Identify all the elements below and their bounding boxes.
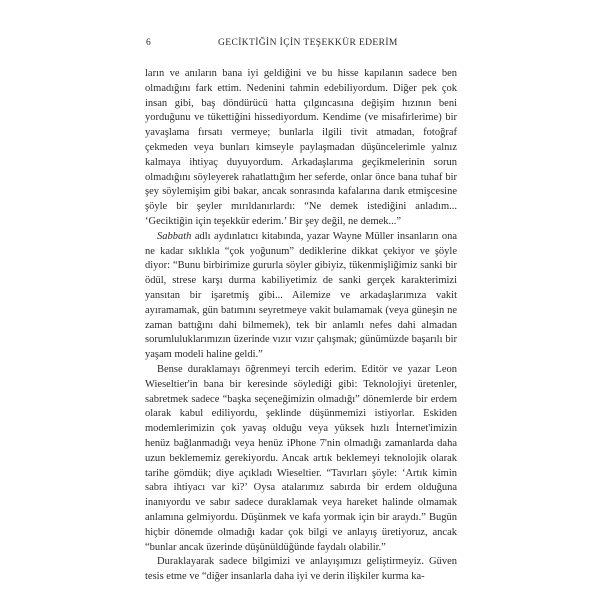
paragraph-2 (145, 230, 457, 363)
body-text (145, 67, 457, 585)
paragraph-2-text: adlı aydınlatıcı kitabında, yazar Wayne Müller insanların ona ne kadar sıklıkla “çok yoğunum” dediklerine dikkat çekiyor ve şöyle diyor: “Bunu birbirimize gururla söyler gibiyiz, tükenmişliğimiz sanki bir ödül, strese karşı durma kabiliyetimiz de sanki gerçek karakterimizi yansıtan bir işaretmiş gibi... Ailemize ve arkadaşlarımıza vakit ayıramamak, gün batımını seyretmeye vakit bulamamak (veya güneşin ne zaman battığını dahi bilmemek), tek bir anlamlı nefes dahi almadan sorumluluklarımızın üzerinde vızır vızır çalışmak; günümüzde başarılı bir yaşam modeli haline geldi.” (145, 230, 457, 361)
paragraph-1-text: ların ve anıların bana iyi geldiğini ve bu hisse kapılanın sadece ben olmadığını fark ettim. Nedenini tahmin edebiliyordum. Diğer pek çok insan gibi, baş döndürücü hatta çılgıncasına değişim hızının beni yorduğunu ve tükettiğini hissediyordum. Kendime (ve misafirlerime) bir yavaşlama fırsatı vermeye; bunlarla ilgili tivit atmadan, fotoğraf çekmeden veya bunları kimseyle paylaşmadan düşüncelerimle yalnız kalmaya ihtiyaç duyuyordum. Arkadaşlarıma geçikmelerinin sorun olmadığını söyleyerek rahatlattığım her seferde, onlar önce bana tuhaf bir şey söylemişim gibi bakar, ancak sonrasında kafalarına darık etmişcesine şöyle bir şeyler mırıldanırlardı: “Ne demek istediğini anladım... ‘Geciktiğin için teşekkür ederim.’ Bir şey değil, ne demek...” (145, 68, 457, 227)
paragraph-3-text: Bense duraklamayı öğrenmeyi tercih ederim. Editör ve yazar Leon Wieseltier'in bana bir keresinde söylediği gibi: Teknolojiyi üretenler, sabretmek sadece “başka seçeneğimizin olmadığı” dönemlerde bir erdem olarak kabul ediliyordu, şeklinde düşünmemizi istiyorlar. Eskiden modemlerimizin çok yavaş olduğu veya yüksek hızlı İnternet'imizin henüz bağlanmadığı veya henüz iPhone 7'nin olmadığı zamanlarda daha uzun beklememiz gerekiyordu. Ancak artık beklemeyi teknolojik olarak tarihe gömdük; diye açıkladı Wieseltier. “Tavırları şöyle: ‘Artık kimin sabra ihtiyacı var ki?’ Oysa atalarımız sabırda bir erdem olduğuna inanıyordu ve sabır sadece duraklamak veya hareket halinde olmamak anlamına gelmiyordu. Düşünmek ve kafa yormak için bir araydı.” Bugün hiçbir dönemde olmadığı kadar çok bilgi ve anlayış üretiyoruz, ancak “bunlar ancak üzerinde düşünüldüğünde faydalı olabilir.” (145, 363, 457, 553)
running-head (146, 38, 456, 52)
paragraph-1 (145, 67, 457, 230)
page-number: 6 (146, 38, 152, 48)
paragraph-4-text: Duraklayarak sadece bilgimizi ve anlayışımızı geliştirmeyiz. Güven tesis etme ve “diğer insanlarla daha iyi ve derin ilişkiler kurma ka- (145, 556, 457, 583)
paragraph-4 (145, 555, 457, 585)
paragraph-3 (145, 363, 457, 555)
book-title-italic: Sabbath (157, 230, 192, 242)
chapter-title: GECİKTİĞİN İÇİN TEŞEKKÜR EDERİM (218, 38, 398, 48)
